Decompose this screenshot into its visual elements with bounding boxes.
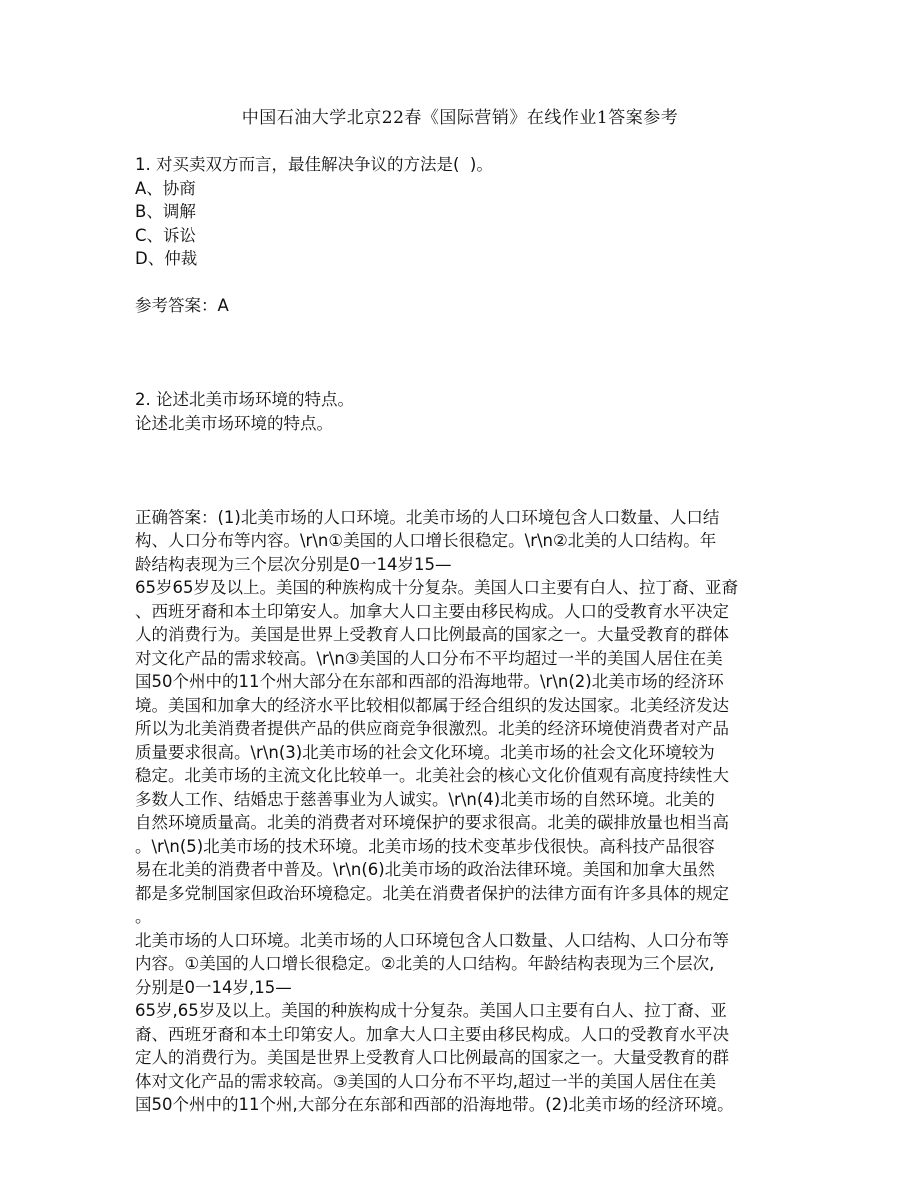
- answer-line: 质量要求很高。\r\n(3)北美市场的社会文化环境。北美市场的社会文化环境较为: [135, 742, 715, 762]
- explanation-line: 国50个州中的11个州,大部分在东部和西部的沿海地带。(2)北美市场的经济环境。: [135, 1095, 734, 1114]
- answer-line: 龄结构表现为三个层次分别是0一14岁15—: [135, 554, 452, 574]
- explanation-line: 65岁,65岁及以上。美国的种族构成十分复杂。美国人口主要有白人、拉丁裔、亚: [135, 1001, 727, 1020]
- answer-line: 境。美国和加拿大的经济水平比较相似都属于经合组织的发达国家。北美经济发达: [135, 695, 729, 715]
- answer-line: 国50个州中的11个州大部分在东部和西部的沿海地带。\r\n(2)北美市场的经济环: [135, 672, 724, 691]
- answer-line: 、西班牙裔和本土印第安人。加拿大人口主要由移民构成。人口的受教育水平决定: [135, 601, 729, 621]
- spacer: [135, 482, 795, 506]
- explanation-line: 内容。①美国的人口增长很稳定。②北美的人口结构。年龄结构表现为三个层次,: [135, 954, 715, 973]
- answer-line: 都是多党制国家但政治环境稳定。北美在消费者保护的法律方面有许多具体的规定: [135, 883, 729, 903]
- document-body: [135, 153, 795, 1117]
- answer-line: 构、人口分布等内容。\r\n①美国的人口增长很稳定。\r\n②北美的人口结构。年: [135, 531, 717, 550]
- explanation-line: 定人的消费行为。美国是世界上受教育人口比例最高的国家之一。大量受教育的群: [135, 1048, 729, 1067]
- document-title: 中国石油大学北京22春《国际营销》在线作业1答案参考: [241, 108, 679, 128]
- spacer: [135, 435, 795, 482]
- answer-line: 65岁65岁及以上。美国的种族构成十分复杂。美国人口主要有白人、拉丁裔、亚裔: [135, 578, 738, 597]
- question-2-stem: 2. 论述北美市场环境的特点。: [135, 390, 354, 409]
- spacer: [135, 318, 795, 365]
- question-2-correct-answer: [135, 506, 795, 929]
- question-1-reference-answer: 参考答案：A: [135, 296, 229, 315]
- answer-line: 。\r\n(5)北美市场的技术环境。北美市场的技术变革步伐很快。高科技产品很容: [135, 836, 715, 856]
- question-1-stem: 1. 对买卖双方而言，最佳解决争议的方法是( )。: [135, 155, 493, 174]
- explanation-line: 体对文化产品的需求较高。③美国的人口分布不平均,超过一半的美国人居住在美: [135, 1071, 717, 1091]
- answer-line: 对文化产品的需求较高。\r\n③美国的人口分布不平均超过一半的美国人居住在美: [135, 648, 723, 668]
- answer-line: 稳定。北美市场的主流文化比较单一。北美社会的核心文化价值观有高度持续性大: [135, 766, 729, 785]
- spacer: [135, 271, 795, 295]
- answer-line: 易在北美的消费者中普及。\r\n(6)北美市场的政治法律环境。美国和加拿大虽然: [135, 860, 715, 879]
- answer-line: 多数人工作、结婚忠于慈善事业为人诚实。\r\n(4)北美市场的自然环境。北美的: [135, 789, 715, 809]
- answer-line: 自然环境质量高。北美的消费者对环境保护的要求很高。北美的碳排放量也相当高: [135, 813, 729, 832]
- question-1-option-b: B、调解: [135, 202, 196, 221]
- answer-line: 所以为北美消费者提供产品的供应商竞争很激烈。北美的经济环境使消费者对产品: [135, 719, 729, 738]
- question-1-option-d: D、仲裁: [135, 249, 198, 268]
- question-1-option-a: A、协商: [135, 178, 196, 198]
- explanation-line: 裔、西班牙裔和本土印第安人。加拿大人口主要由移民构成。人口的受教育水平决: [135, 1024, 729, 1044]
- question-2-explanation: [135, 929, 795, 1117]
- explanation-line: 北美市场的人口环境。北美市场的人口环境包含人口数量、人口结构、人口分布等: [135, 930, 729, 950]
- spacer: [135, 365, 795, 389]
- answer-line: 人的消费行为。美国是世界上受教育人口比例最高的国家之一。大量受教育的群体: [135, 625, 729, 644]
- question-2-restatement: 论述北美市场环境的特点。: [135, 413, 333, 433]
- answer-line: 正确答案：(1)北美市场的人口环境。北美市场的人口环境包含人口数量、人口结: [135, 507, 720, 527]
- question-1-option-c: C、诉讼: [135, 225, 197, 245]
- explanation-line: 分别是0一14岁,15—: [135, 977, 292, 997]
- answer-line: 。: [135, 907, 152, 926]
